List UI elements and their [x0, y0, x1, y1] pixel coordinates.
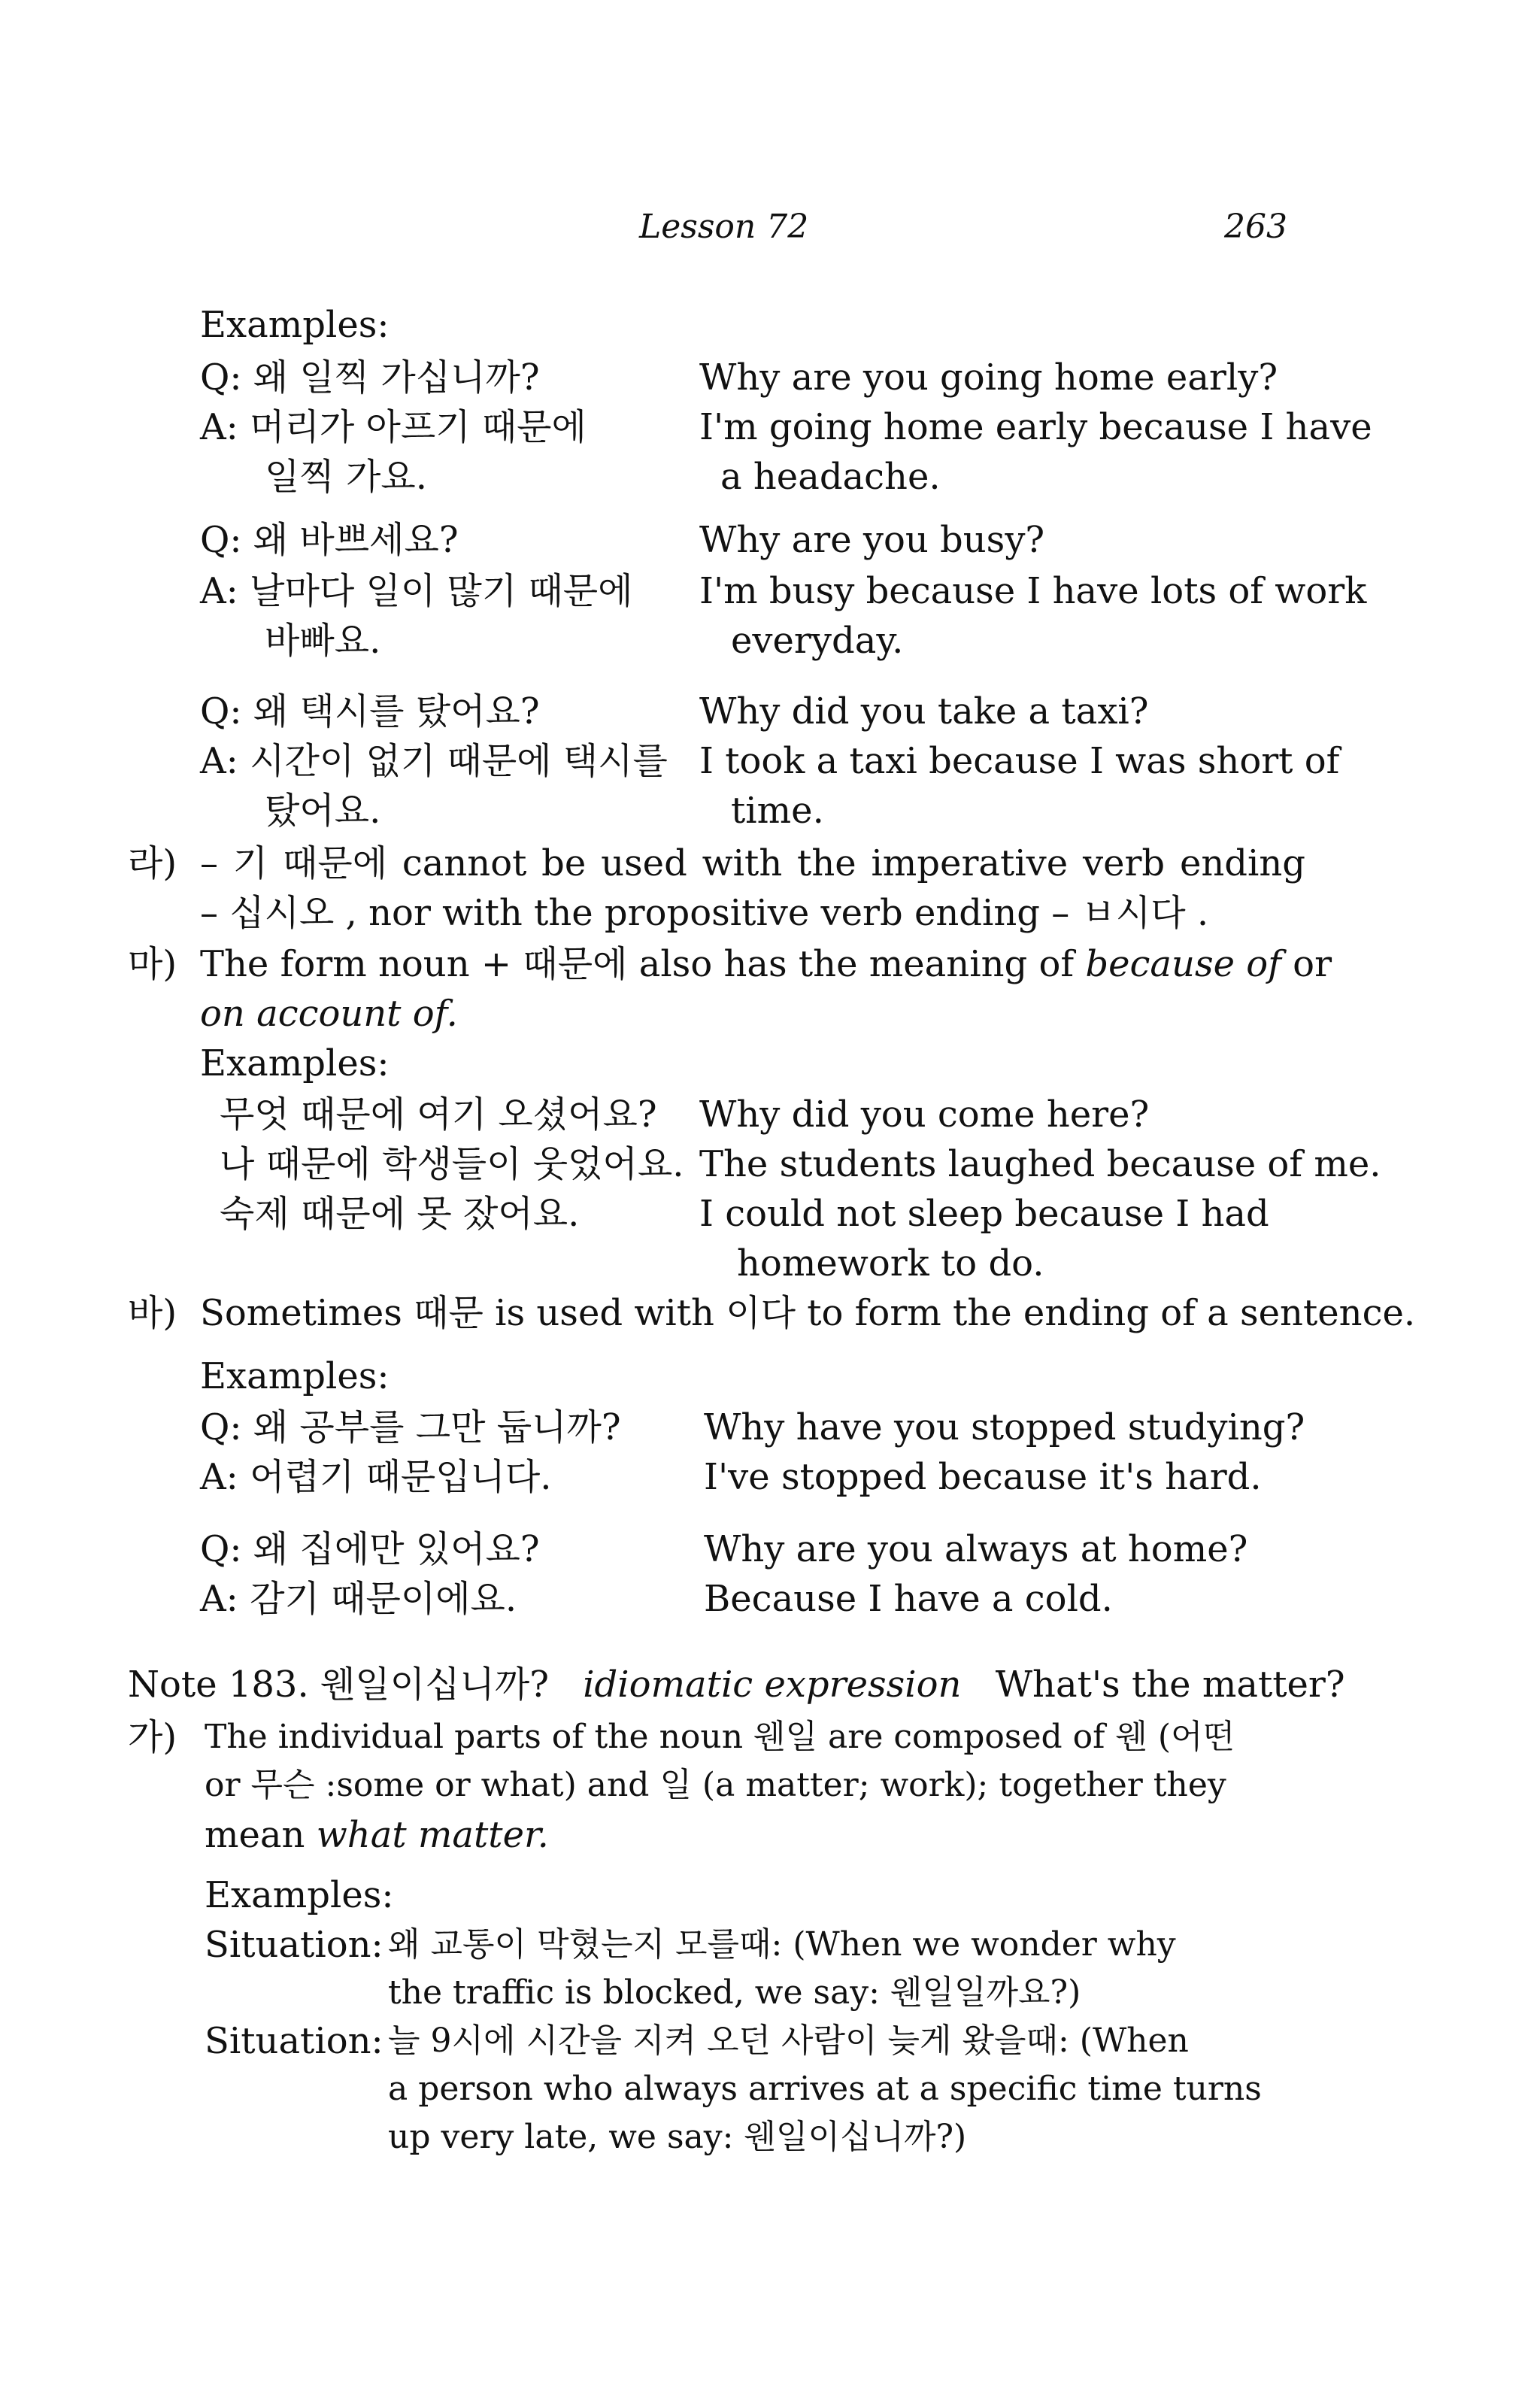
example-answer-en: Because I have a cold. [704, 1578, 1113, 1620]
example-answer-en: I've stopped because it's hard. [704, 1456, 1262, 1498]
note-ra-line1: – 기 때문에 cannot be used with the imperative verb ending [200, 842, 1305, 884]
note-marker-ma: 마) [128, 943, 177, 985]
note-183-gloss: What's the matter? [995, 1664, 1345, 1706]
note-183-subtitle: idiomatic expression [583, 1664, 962, 1706]
note-marker-ga: 가) [128, 1716, 177, 1758]
note-ma-text: The form noun + 때문에 also has the meaning of [200, 943, 1086, 985]
example-answer-ko-cont: 일찍 가요. [265, 456, 427, 498]
situation-line: 왜 교통이 막혔는지 모를때: (When we wonder why [388, 1925, 1176, 1964]
situation-line-cont: the traffic is blocked, we say: 웬일일까요?) [388, 1973, 1081, 2012]
examples-label: Examples: [200, 1355, 390, 1397]
note-ga-line2: or 무슨 :some or what) and 일 (a matter; work); together they [205, 1766, 1226, 1804]
example-answer-en-cont: a headache. [720, 456, 941, 498]
note-ga-text: mean [205, 1814, 317, 1856]
example-ko: 나 때문에 학생들이 웃었어요. [220, 1143, 684, 1185]
note-ma-line1 [200, 942, 1332, 987]
example-answer-ko: A: 감기 때문이에요. [200, 1578, 517, 1620]
example-question-ko: Q: 왜 바쁘세요? [200, 519, 459, 561]
running-header-lesson: Lesson 72 [639, 208, 809, 246]
example-answer-ko-cont: 탔어요. [265, 790, 381, 832]
note-marker-ba: 바) [128, 1292, 177, 1334]
situation-line: 늘 9시에 시간을 지켜 오던 사람이 늦게 왔을때: (When [388, 2022, 1189, 2060]
note-183-title: Note 183. 웬일이십니까? [128, 1664, 549, 1706]
example-question-ko: Q: 왜 집에만 있어요? [200, 1528, 540, 1570]
example-ko: 무엇 때문에 여기 오셨어요? [220, 1093, 657, 1136]
note-ma-text-end: or [1281, 943, 1332, 985]
situation-line-cont: up very late, we say: 웬일이십니까?) [388, 2118, 967, 2156]
example-answer-en: I took a taxi because I was short of [699, 740, 1340, 782]
examples-label: Examples: [200, 304, 390, 346]
note-ba-text: Sometimes 때문 is used with 이다 to form the ending of a sentence. [200, 1292, 1416, 1334]
situation-line-cont: a person who always arrives at a specific time turns [388, 2070, 1262, 2108]
example-question-ko: Q: 왜 택시를 탔어요? [200, 690, 540, 732]
example-answer-en-cont: everyday. [731, 620, 904, 662]
example-question-en: Why are you busy? [699, 519, 1045, 561]
note-marker-ra: 라) [128, 842, 177, 884]
example-question-ko: Q: 왜 일찍 가십니까? [200, 356, 540, 399]
examples-label: Examples: [205, 1874, 394, 1916]
note-ga-line3 [205, 1812, 549, 1858]
example-question-en: Why have you stopped studying? [704, 1406, 1305, 1448]
note-ga-line1: The individual parts of the noun 웬일 are composed of 웬 (어떤 [205, 1718, 1235, 1756]
note-ma-line2: on account of. [200, 993, 458, 1035]
example-answer-en: I'm busy because I have lots of work [699, 570, 1367, 612]
note-ma-emphasis: because of [1085, 943, 1281, 985]
example-ko: 숙제 때문에 못 잤어요. [220, 1193, 580, 1235]
example-answer-ko-cont: 바빠요. [265, 620, 381, 662]
example-answer-ko: A: 날마다 일이 많기 때문에 [200, 570, 633, 612]
example-en-cont: homework to do. [737, 1242, 1044, 1285]
example-question-en: Why did you take a taxi? [699, 690, 1149, 732]
example-answer-en: I'm going home early because I have [699, 406, 1372, 448]
example-question-ko: Q: 왜 공부를 그만 둡니까? [200, 1406, 621, 1448]
note-ra-line2: – 십시오 , nor with the propositive verb ending – ㅂ시다 . [200, 892, 1209, 934]
page-number: 263 [1224, 208, 1287, 246]
example-answer-ko: A: 머리가 아프기 때문에 [200, 406, 587, 448]
situation-label: Situation: [205, 1924, 383, 1966]
situation-label: Situation: [205, 2020, 383, 2062]
example-answer-ko: A: 어렵기 때문입니다. [200, 1456, 552, 1498]
example-en: Why did you come here? [699, 1093, 1150, 1136]
example-question-en: Why are you always at home? [704, 1528, 1248, 1570]
example-answer-ko: A: 시간이 없기 때문에 택시를 [200, 740, 668, 782]
examples-label: Examples: [200, 1042, 390, 1084]
note-183-heading [128, 1662, 1345, 1707]
example-question-en: Why are you going home early? [699, 356, 1278, 399]
example-en: I could not sleep because I had [699, 1193, 1269, 1235]
note-ga-emphasis: what matter. [316, 1814, 549, 1856]
example-en: The students laughed because of me. [699, 1143, 1381, 1185]
example-answer-en-cont: time. [731, 790, 824, 832]
